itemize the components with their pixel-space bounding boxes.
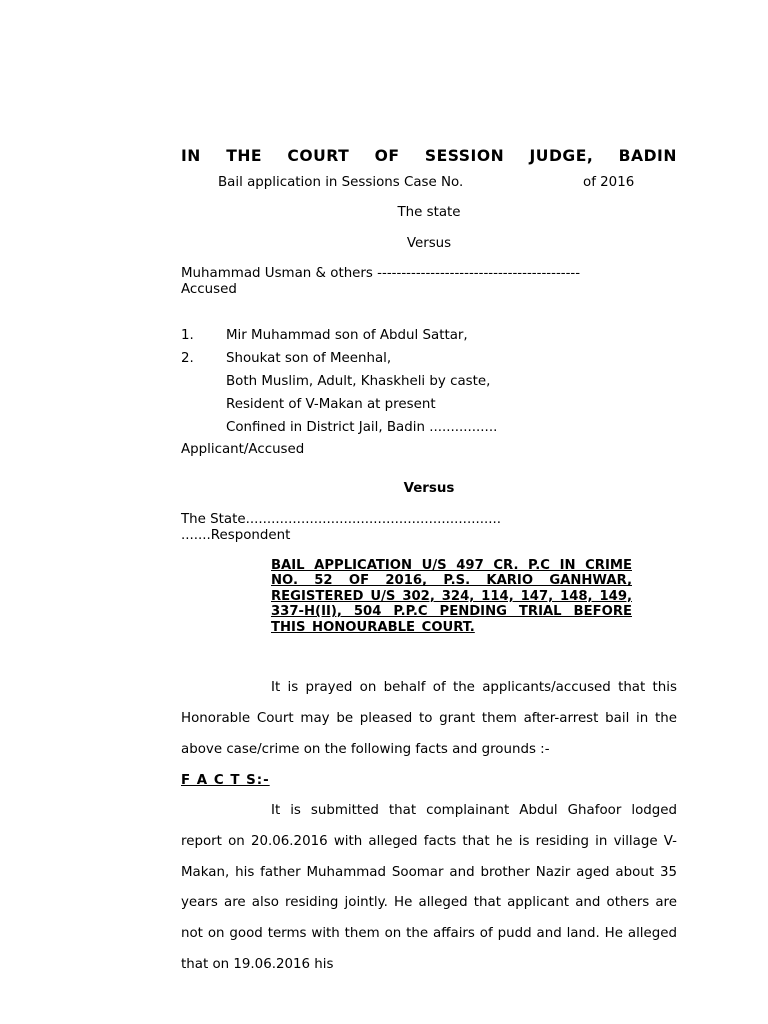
list-number: 1. <box>181 328 194 343</box>
facts-heading: F A C T S:- <box>181 773 270 788</box>
list-number: 2. <box>181 351 194 366</box>
list-text: Both Muslim, Adult, Khaskheli by caste, <box>226 374 491 389</box>
court-title-word: OF <box>374 147 400 165</box>
court-title-word: SESSION <box>424 147 505 165</box>
versus-label: Versus <box>406 236 452 251</box>
facts-paragraph: It is submitted that complainant Abdul Ghafoor lodged report on 20.06.2016 with alleged facts that he is residing in village V-Makan, his father Muhammad Soomar and brother Nazir aged about 35 years are also residing jointly. He alleged that applicant and others are not on good terms with them on the affairs of pudd and land. He alleged that on 19.06.2016 his <box>181 803 677 972</box>
party-respondent: The State............................................................ .......Respondent <box>181 512 501 543</box>
case-line-year: of 2016 <box>583 175 635 190</box>
list-text: Shoukat son of Meenhal, <box>226 351 392 366</box>
court-title-word: BADIN <box>618 147 677 165</box>
applicant-label: Applicant/Accused <box>181 442 305 457</box>
court-title-word: COURT <box>287 147 350 165</box>
court-title-word: JUDGE, <box>529 147 594 165</box>
party-accused: Muhammad Usman & others ------------------------------------------ Accused <box>181 266 581 297</box>
list-text: Mir Muhammad son of Abdul Sattar, <box>226 328 468 343</box>
versus-label-bold: Versus <box>403 481 455 496</box>
court-title-word: THE <box>226 147 263 165</box>
application-heading: BAIL APPLICATION U/S 497 CR. P.C IN CRIME NO. 52 OF 2016, P.S. KARIO GANHWAR, REGISTERED U/S 302, 324, 114, 147, 148, 149, 337-H(II), 504 P.P.C PENDING TRIAL BEFORE THIS HONOURABLE COURT. <box>271 558 632 635</box>
court-title-word: IN <box>181 147 201 165</box>
list-text: Resident of V-Makan at present <box>226 397 436 412</box>
prayer-paragraph: It is prayed on behalf of the applicants/accused that this Honorable Court may be pleased to grant them after-arrest bail in the above case/crime on the following facts and grounds :- <box>181 680 677 757</box>
case-line-label: Bail application in Sessions Case No. <box>218 175 464 190</box>
list-text: Confined in District Jail, Badin ................ <box>226 420 498 435</box>
court-title <box>181 147 677 165</box>
state-label: The state <box>397 205 461 220</box>
